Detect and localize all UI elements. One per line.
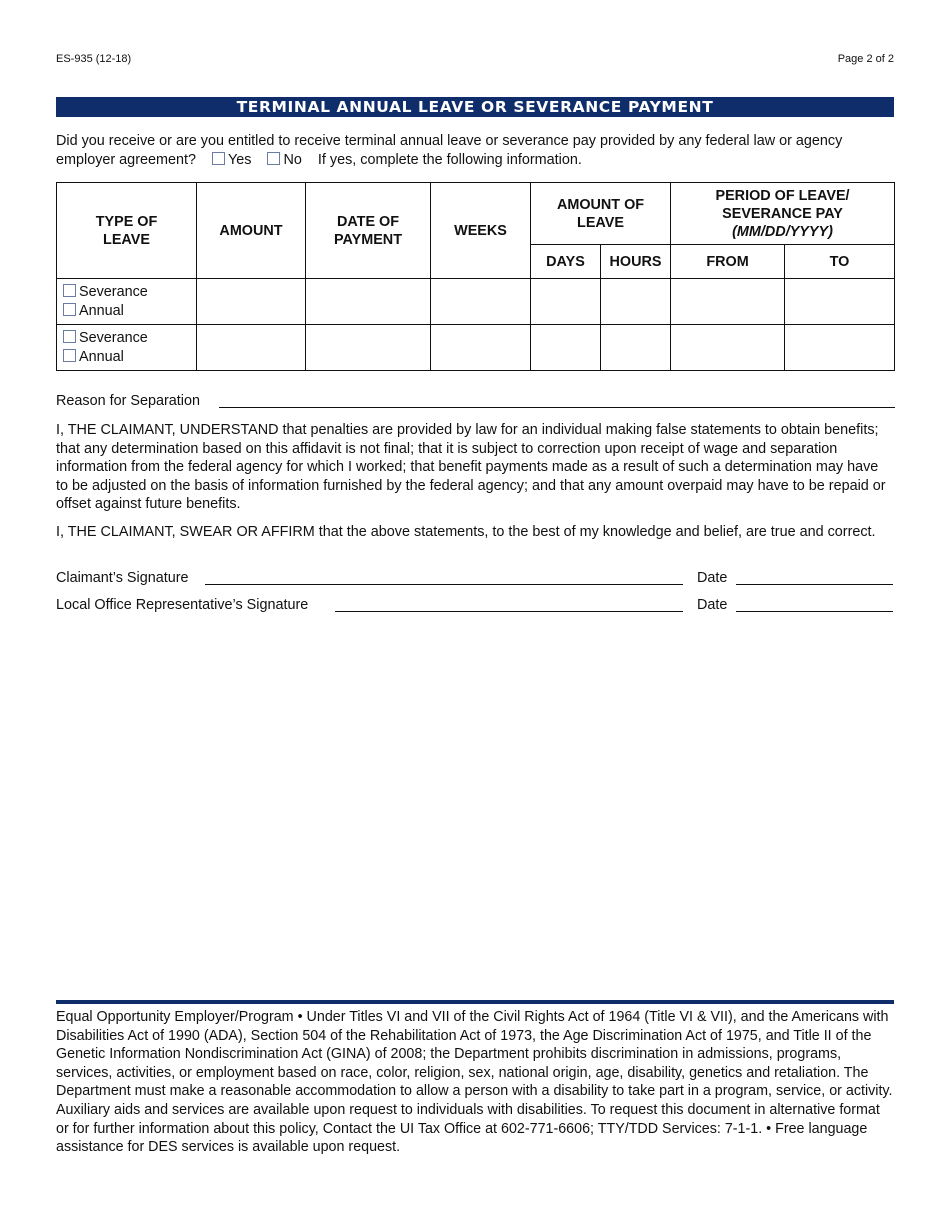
reason-for-separation-label: Reason for Separation xyxy=(56,393,200,409)
header-weeks: WEEKS xyxy=(431,183,531,279)
amount-field[interactable] xyxy=(197,325,306,371)
header-to: TO xyxy=(785,245,895,279)
header-type-of-leave: TYPE OF LEAVE xyxy=(57,183,197,279)
header-days: DAYS xyxy=(531,245,601,279)
header-period-format: (MM/DD/YYYY) xyxy=(732,223,833,240)
rep-date-label: Date xyxy=(697,597,728,613)
intro-question-text: Did you receive or are you entitled to receive terminal annual leave or severance pay provided by any federal law or agency employer agreement? xyxy=(56,133,843,168)
no-checkbox[interactable] xyxy=(267,152,280,165)
no-label: No xyxy=(283,151,302,168)
severance-checkbox[interactable] xyxy=(63,284,76,297)
header-period-line1: PERIOD OF LEAVE/ xyxy=(715,187,850,204)
hours-field[interactable] xyxy=(601,325,671,371)
date-of-payment-field[interactable] xyxy=(306,325,431,371)
from-date-field[interactable] xyxy=(671,325,785,371)
to-date-field[interactable] xyxy=(785,325,895,371)
type-of-leave-cell xyxy=(57,279,197,325)
claimant-date-line[interactable] xyxy=(736,570,893,585)
header-amount-of-leave: AMOUNT OF LEAVE xyxy=(531,183,671,245)
header-date-of-payment: DATE OF PAYMENT xyxy=(306,183,431,279)
footer-text: Equal Opportunity Employer/Program • Under Titles VI and VII of the Civil Rights Act of 1964 (Title VI & VII), and the Americans with Disabilities Act of 1990 (ADA), Section 504 of the Rehabilitation Act of 1973, the Age Discrimination Act of 1975, and Title II of the Genetic Information Nondiscrimination Act (GINA) of 2008; the Department prohibits discrimination in admissions, programs, services, activities, or employment based on race, color, religion, sex, national origin, age, disability, genetics and retaliation. The Department must make a reasonable accommodation to allow a person with a disability to take part in a program, service, or activity. Auxiliary aids and services are available upon request to individuals with disabilities. To request this document in alternative format or for further information about this policy, Contact the UI Tax Office at 602-771-6606; TTY/TDD Services: 7-1-1. • Free language assistance for DES services is available upon request. xyxy=(56,1009,893,1156)
weeks-field[interactable] xyxy=(431,325,531,371)
severance-label: Severance xyxy=(79,330,148,346)
table-row xyxy=(57,325,895,371)
header-period xyxy=(671,183,895,245)
severance-checkbox[interactable] xyxy=(63,330,76,343)
annual-label: Annual xyxy=(79,302,124,319)
claimant-signature-label: Claimant’s Signature xyxy=(56,570,189,586)
date-of-payment-field[interactable] xyxy=(306,279,431,325)
reason-for-separation-line[interactable] xyxy=(219,393,895,408)
footer-divider xyxy=(56,1000,894,1004)
type-of-leave-cell xyxy=(57,325,197,371)
understand-paragraph: I, THE CLAIMANT, UNDERSTAND that penalties are provided by law for an individual making false statements to obtain benefits; that any determination based on this affidavit is not final; that it is subject to correction upon receipt of wage and separation information from the federal agency for which I worked; that benefit payments made as a result of such a determination may have to be adjusted on the basis of information furnished by the federal agency; and that any amount overpaid may have to be repaid or offset against future benefits. xyxy=(56,422,886,513)
intro-instruction: If yes, complete the following information. xyxy=(317,151,582,168)
severance-label: Severance xyxy=(79,284,148,300)
from-date-field[interactable] xyxy=(671,279,785,325)
table-row xyxy=(57,279,895,325)
header-hours: HOURS xyxy=(601,245,671,279)
rep-signature-line[interactable] xyxy=(335,597,683,612)
section-title: TERMINAL ANNUAL LEAVE OR SEVERANCE PAYMENT xyxy=(56,97,894,117)
days-field[interactable] xyxy=(531,279,601,325)
yes-label: Yes xyxy=(228,151,252,168)
rep-date-line[interactable] xyxy=(736,597,893,612)
header-from: FROM xyxy=(671,245,785,279)
yes-checkbox[interactable] xyxy=(212,152,225,165)
form-number: ES-935 (12-18) xyxy=(56,53,132,65)
affirm-paragraph: I, THE CLAIMANT, SWEAR OR AFFIRM that the above statements, to the best of my knowledge and belief, are true and correct. xyxy=(56,524,876,540)
to-date-field[interactable] xyxy=(785,279,895,325)
annual-checkbox[interactable] xyxy=(63,303,76,316)
leave-table xyxy=(56,182,895,371)
weeks-field[interactable] xyxy=(431,279,531,325)
rep-signature-label: Local Office Representative’s Signature xyxy=(56,597,309,613)
annual-label: Annual xyxy=(79,348,124,365)
annual-checkbox[interactable] xyxy=(63,349,76,362)
amount-field[interactable] xyxy=(197,279,306,325)
intro-question xyxy=(56,132,894,169)
claimant-date-label: Date xyxy=(697,570,728,586)
hours-field[interactable] xyxy=(601,279,671,325)
header-period-line2: SEVERANCE PAY xyxy=(722,205,843,222)
header-amount: AMOUNT xyxy=(197,183,306,279)
claimant-signature-line[interactable] xyxy=(205,570,683,585)
days-field[interactable] xyxy=(531,325,601,371)
page-number: Page 2 of 2 xyxy=(837,53,894,65)
